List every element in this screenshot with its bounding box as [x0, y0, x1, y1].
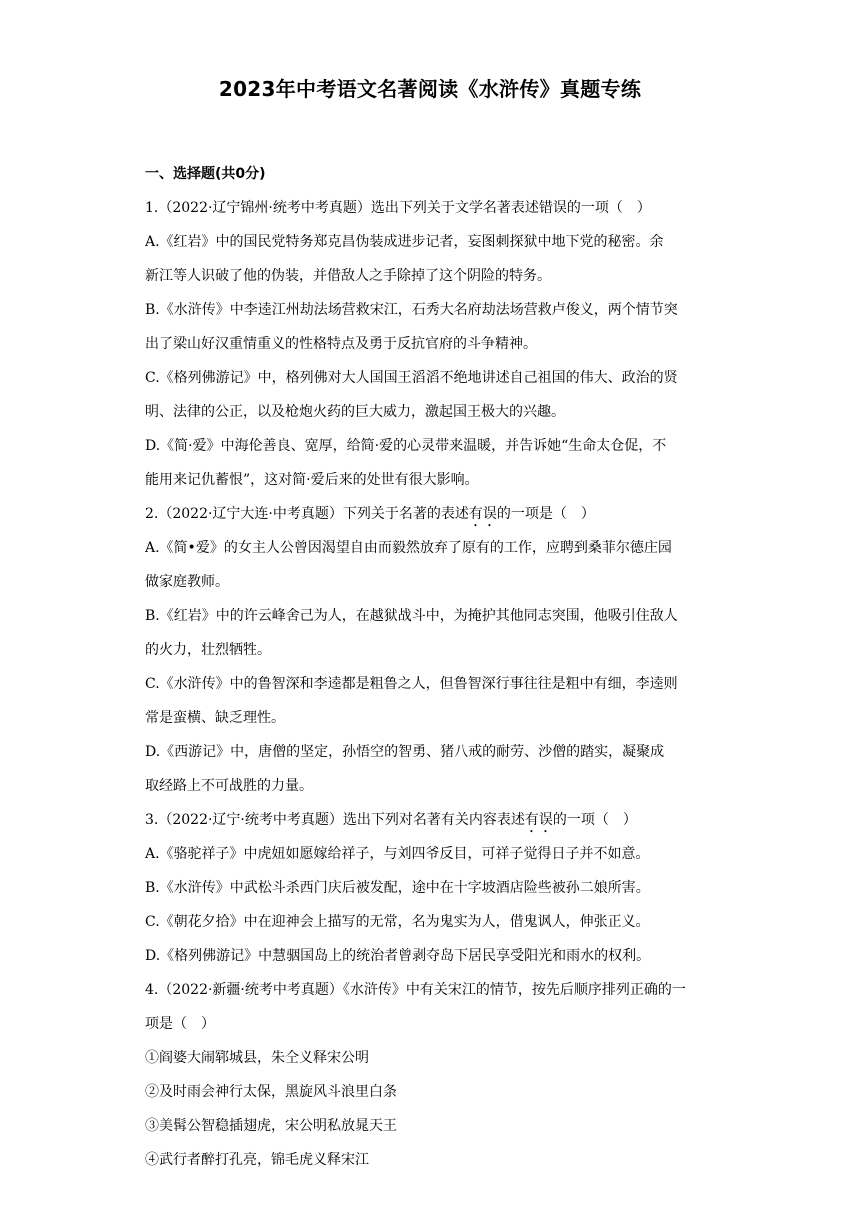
question-4: [145, 973, 720, 1177]
option-a-cont: 做家庭教师。: [145, 574, 229, 590]
list-item: ③美髯公智稳插翅虎，宋公明私放晁天王: [145, 1118, 397, 1134]
stem-text-end: 的一项（ ）: [552, 812, 637, 828]
option-b: B.《水浒传》中武松斗杀西门庆后被发配，途中在十字坡酒店险些被孙二娘所害。: [145, 880, 650, 896]
option-c-cont: 明、法律的公正，以及枪炮火药的巨大威力，激起国王极大的兴趣。: [145, 404, 565, 420]
option-d: D.《格列佛游记》中慧骃国岛上的统治者曾剥夺岛下居民享受阳光和雨水的权利。: [145, 948, 651, 964]
list-item: ①阎婆大闹郓城县，朱仝义释宋公明: [145, 1050, 369, 1066]
emphasis-text: 有误: [468, 506, 497, 522]
option-b-cont: 出了梁山好汉重情重义的性格特点及勇于反抗官府的斗争精神。: [145, 336, 537, 352]
question-2: [145, 497, 720, 803]
option-a: A.《骆驼祥子》中虎妞如愿嫁给祥子，与刘四爷反目，可祥子觉得日子并不如意。: [145, 846, 650, 862]
option-d-cont: 能用来记仇蓄恨”，这对简·爱后来的处世有很大影响。: [145, 472, 479, 488]
question-stem: 4.（2022·新疆·统考中考真题）《水浒传》中有关宋江的情节，按先后顺序排列正确的一: [145, 982, 686, 998]
option-c: C.《水浒传》中的鲁智深和李逵都是粗鲁之人，但鲁智深行事往往是粗中有细，李逵则: [145, 676, 678, 692]
question-1: [145, 191, 720, 497]
option-b: B.《红岩》中的许云峰舍己为人，在越狱战斗中，为掩护其他同志突围，他吸引住敌人: [145, 608, 678, 624]
question-stem: 1.（2022·辽宁锦州·统考中考真题）选出下列关于文学名著表述错误的一项（ ）: [145, 200, 651, 216]
option-d: D.《西游记》中，唐僧的坚定，孙悟空的智勇、猪八戒的耐劳、沙僧的踏实，凝聚成: [145, 744, 665, 760]
option-d-cont: 取经路上不可战胜的力量。: [145, 778, 313, 794]
question-stem: [145, 497, 720, 531]
stem-text-end: 的一项是（ ）: [496, 506, 595, 522]
stem-text: 2.（2022·辽宁大连·中考真题）下列关于名著的表述: [145, 506, 469, 522]
list-item: ④武行者醉打孔亮，锦毛虎义释宋江: [145, 1152, 369, 1168]
question-stem: [145, 803, 720, 837]
document-body: [145, 157, 720, 1177]
emphasis-text: 有误: [524, 812, 553, 828]
option-c: C.《格列佛游记》中，格列佛对大人国国王滔滔不绝地讲述自己祖国的伟大、政治的贤: [145, 370, 678, 386]
stem-text: 3.（2022·辽宁·统考中考真题）选出下列对名著有关内容表述: [145, 812, 525, 828]
question-3: [145, 803, 720, 973]
document-title: 2023年中考语文名著阅读《水浒传》真题专练: [218, 77, 642, 101]
option-a: A.《红岩》中的国民党特务郑克昌伪装成进步记者，妄图刺探狱中地下党的秘密。余: [145, 234, 664, 250]
section-heading: 一、选择题(共0分): [145, 166, 266, 182]
option-d: D.《简·爱》中海伦善良、宽厚，给简·爱的心灵带来温暖，并告诉她“生命太仓促，不: [145, 438, 667, 454]
option-b-cont: 的火力，壮烈牺牲。: [145, 642, 271, 658]
option-c-cont: 常是蛮横、缺乏理性。: [145, 710, 285, 726]
option-a-cont: 新江等人识破了他的伪装，并借敌人之手除掉了这个阴险的特务。: [145, 268, 551, 284]
question-stem-cont: 项是（ ）: [145, 1016, 215, 1032]
option-a: A.《简•爱》的女主人公曾因渴望自由而毅然放弃了原有的工作，应聘到桑菲尔德庄园: [145, 540, 672, 556]
option-b: B.《水浒传》中李逵江州劫法场营救宋江，石秀大名府劫法场营救卢俊义，两个情节突: [145, 302, 678, 318]
option-c: C.《朝花夕拾》中在迎神会上描写的无常，名为鬼实为人，借鬼讽人，伸张正义。: [145, 914, 650, 930]
list-item: ②及时雨会神行太保，黑旋风斗浪里白条: [145, 1084, 397, 1100]
